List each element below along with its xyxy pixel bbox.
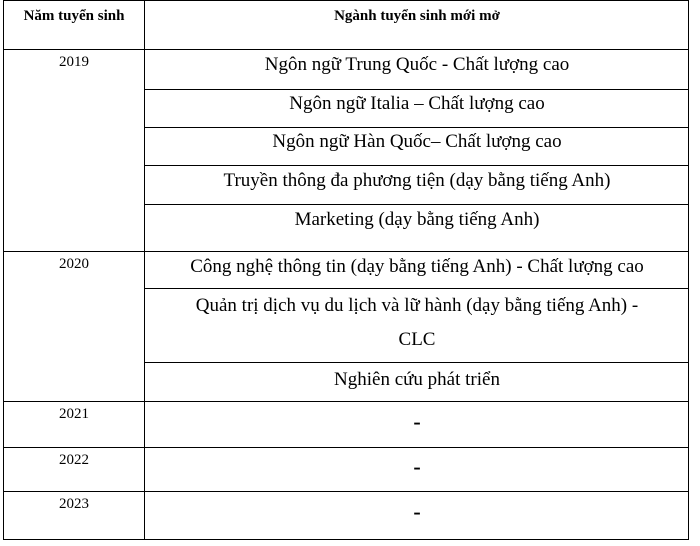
- year-cell-2022: 2022: [59, 452, 89, 468]
- year-divider: [4, 491, 688, 492]
- row-divider: [145, 204, 688, 205]
- year-divider: [4, 401, 688, 402]
- header-year: Năm tuyển sinh: [23, 8, 125, 24]
- row-divider: [145, 165, 688, 166]
- year-cell-2021: 2021: [59, 406, 89, 422]
- program-cell-empty: -: [413, 454, 421, 479]
- row-divider: [145, 362, 688, 363]
- year-cell-2019: 2019: [59, 54, 89, 70]
- new-programs-table: [3, 0, 689, 540]
- program-cell-empty: -: [413, 499, 421, 524]
- program-cell: Truyền thông đa phương tiện (dạy bằng tiếng Anh): [223, 170, 611, 191]
- header-programs: Ngành tuyển sinh mới mở: [334, 8, 500, 24]
- program-cell: Quản trị dịch vụ du lịch và lữ hành (dạy bằng tiếng Anh) -: [195, 295, 639, 316]
- program-cell: Nghiên cứu phát triển: [334, 369, 500, 390]
- header-divider: [4, 49, 688, 50]
- year-cell-2023: 2023: [59, 496, 89, 512]
- year-cell-2020: 2020: [59, 256, 89, 272]
- program-cell-empty: -: [413, 409, 421, 434]
- row-divider: [145, 89, 688, 90]
- program-cell: Công nghệ thông tin (dạy bằng tiếng Anh) - Chất lượng cao: [190, 256, 644, 277]
- program-cell-continued: CLC: [398, 329, 436, 350]
- program-cell: Ngôn ngữ Hàn Quốc– Chất lượng cao: [272, 131, 562, 152]
- year-divider: [4, 251, 688, 252]
- row-divider: [145, 288, 688, 289]
- program-cell: Marketing (dạy bằng tiếng Anh): [294, 209, 540, 230]
- program-cell: Ngôn ngữ Italia – Chất lượng cao: [289, 93, 545, 114]
- year-divider: [4, 447, 688, 448]
- row-divider: [145, 127, 688, 128]
- program-cell: Ngôn ngữ Trung Quốc - Chất lượng cao: [264, 54, 570, 75]
